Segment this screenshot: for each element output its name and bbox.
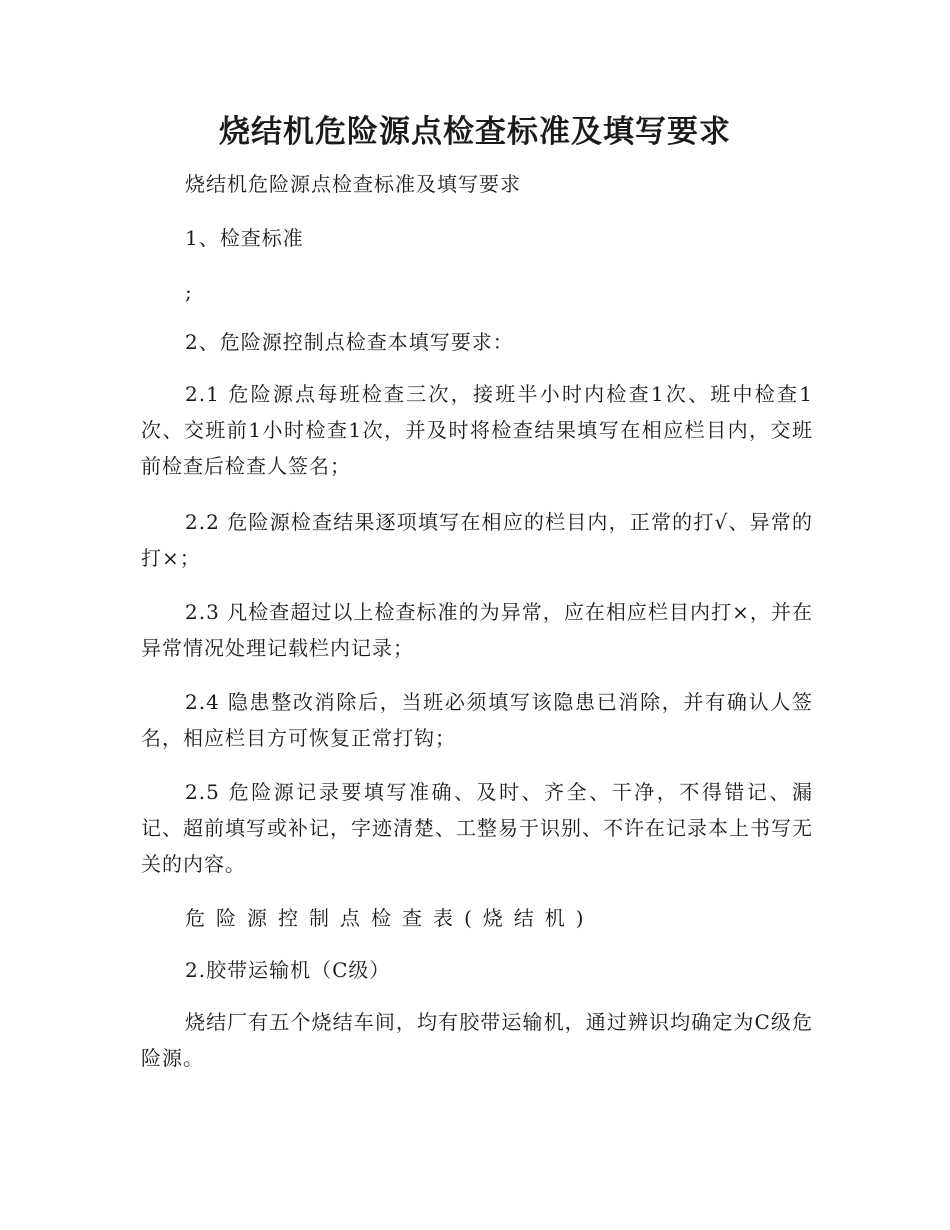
- paragraph-item-2-4: 2.4 隐患整改消除后，当班必须填写该隐患已消除，并有确认人签名，相应栏目方可恢复正常打钩；: [141, 690, 813, 750]
- paragraph-conclusion: 烧结厂有五个烧结车间，均有胶带运输机，通过辨识均确定为C级危险源。: [141, 1010, 813, 1070]
- paragraph-subtitle: 烧结机危险源点检查标准及填写要求: [185, 172, 521, 196]
- paragraph-item-2-1: 2.1 危险源点每班检查三次，接班半小时内检查1次、班中检查1次、交班前1小时检查1次，并及时将检查结果填写在相应栏目内，交班前检查后检查人签名；: [141, 382, 813, 478]
- paragraph-item-2-2: 2.2 危险源检查结果逐项填写在相应的栏目内，正常的打√、异常的打×；: [141, 510, 813, 570]
- paragraph-section-2: 2、危险源控制点检查本填写要求：: [185, 330, 514, 354]
- document-title: 烧结机危险源点检查标准及填写要求: [219, 114, 731, 150]
- paragraph-item-2-5: 2.5 危险源记录要填写准确、及时、齐全、干净，不得错记、漏记、超前填写或补记，字迹清楚、工整易于识别、不许在记录本上书写无关的内容。: [141, 780, 813, 876]
- paragraph-belt-conveyor: 2.胶带运输机（C级）: [185, 958, 391, 982]
- paragraph-table-caption: 危险源控制点检查表(烧结机): [185, 906, 595, 930]
- paragraph-item-2-3: 2.3 凡检查超过以上检查标准的为异常，应在相应栏目内打×，并在异常情况处理记载栏内记录；: [141, 600, 813, 660]
- paragraph-semicolon: ;: [185, 280, 193, 304]
- paragraph-section-1: 1、检查标准: [185, 226, 304, 250]
